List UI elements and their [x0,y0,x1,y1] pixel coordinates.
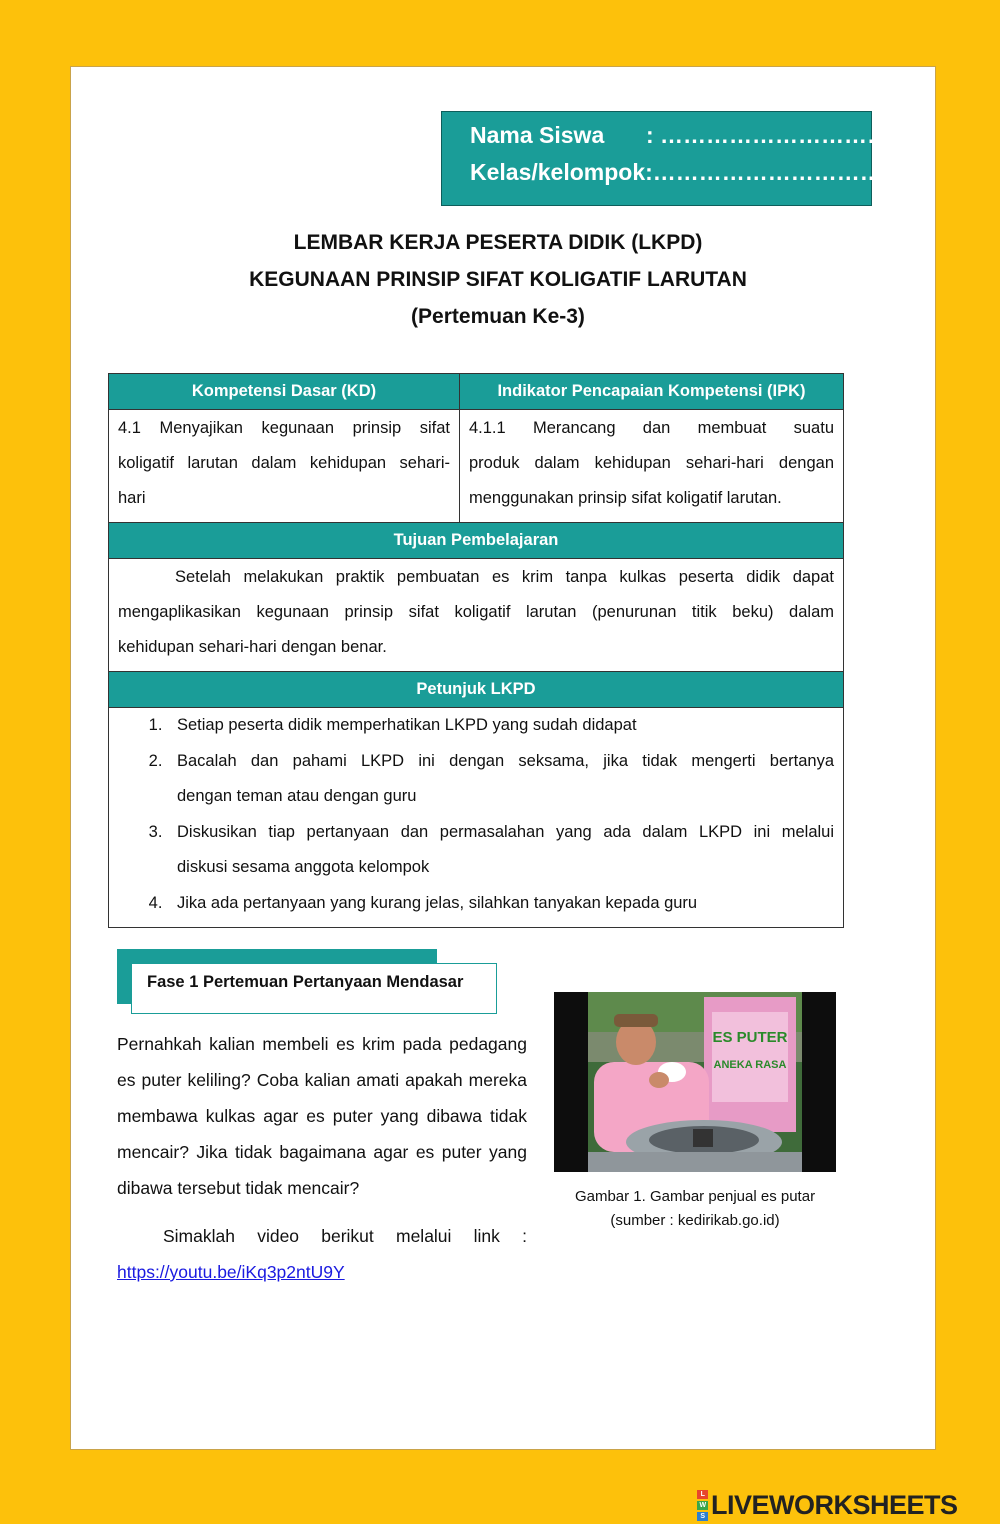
video-instruction: Simaklah video berikut melalui link : [163,1226,527,1246]
tujuan-line: mengaplikasikan kegunaan prinsip sifat koligatif larutan (penurunan titik beku) dalam [118,603,834,621]
petunjuk-cell [109,708,844,928]
petunjuk-line: 1. Setiap peserta didik memperhatikan LKPD yang sudah didapat [177,716,637,734]
class-label: Kelas/kelompok: [470,159,653,185]
brand-name: LIVEWORKSHEETS [711,1489,958,1520]
ipk-line: 4.1.1 Merancang dan membuat suatu [469,419,834,437]
name-field[interactable]: : …………………………. [646,122,897,148]
petunjuk-line: 2. Bacalah dan pahami LKPD ini dengan seksama, jika tidak mengerti bertanya [177,751,834,770]
petunjuk-line: diskusi sesama anggota kelompok [177,858,430,876]
intro-line: es puter keliling? Coba kalian amati apakah mereka [117,1070,527,1090]
title-line-3: (Pertemuan Ke-3) [411,305,585,328]
petunjuk-header: Petunjuk LKPD [109,672,844,708]
kd-line: 4.1 Menyajikan kegunaan prinsip sifat [118,419,450,437]
tujuan-header: Tujuan Pembelajaran [109,523,844,559]
intro-paragraph [117,1026,527,1206]
petunjuk-item [167,815,834,886]
petunjuk-list [109,708,834,927]
petunjuk-item [167,886,834,922]
caption-line: Gambar 1. Gambar penjual es putar [574,1188,816,1205]
class-field[interactable]: …………………………. [652,159,890,185]
fase-label: Fase 1 Pertemuan Pertanyaan Mendasar [131,963,497,1014]
kd-cell [109,410,460,523]
brand-logo-icon: L W S [697,1489,708,1522]
video-paragraph [117,1218,527,1290]
liveworksheets-logo [697,1487,958,1523]
ice-cream-vendor-photo [554,992,836,1172]
kd-line: hari [118,489,146,507]
intro-line: mencair? Jika tidak bagaimana agar es puter yang [117,1142,527,1162]
petunjuk-line: 4. Jika ada pertanyaan yang kurang jelas, silahkan tanyakan kepada guru [177,893,698,912]
competency-table [108,373,844,928]
ipk-line: produk dalam kehidupan sehari-hari dengan [469,454,834,472]
tujuan-line: kehidupan sehari-hari dengan benar. [118,638,387,656]
name-label: Nama Siswa [470,122,605,148]
title-line-2: KEGUNAAN PRINSIP SIFAT KOLIGATIF LARUTAN [249,268,747,291]
intro-line: dibawa tersebut tidak mencair? [117,1178,360,1198]
petunjuk-line: dengan teman atau dengan guru [177,787,417,805]
sign-text: ES PUTER [712,1029,788,1046]
sign-text: ANEKA RASA [713,1059,787,1071]
intro-line: membawa kulkas agar es puter yang dibawa tidak [117,1106,527,1126]
ipk-cell [460,410,844,523]
tujuan-cell [109,559,844,672]
kd-line: koligatif larutan dalam kehidupan sehari- [118,454,450,472]
intro-line: Pernahkah kalian membeli es krim pada pedagang [117,1034,527,1054]
petunjuk-line: 3. Diskusikan tiap pertanyaan dan permasalahan yang ada dalam LKPD ini melalui [177,822,834,841]
petunjuk-item [167,744,834,815]
kd-header: Kompetensi Dasar (KD) [109,374,460,410]
student-info-box [441,111,897,206]
video-link[interactable]: https://youtu.be/iKq3p2ntU9Y [117,1262,345,1282]
photo-caption [548,1185,842,1233]
caption-line: (sumber : kedirikab.go.id) [610,1212,780,1229]
title-line-1: LEMBAR KERJA PESERTA DIDIK (LKPD) [293,231,703,254]
tujuan-line: Setelah melakukan praktik pembuatan es krim tanpa kulkas peserta didik dapat [175,568,834,586]
ipk-header: Indikator Pencapaian Kompetensi (IPK) [460,374,844,410]
ipk-line: menggunakan prinsip sifat koligatif larutan. [469,489,782,507]
petunjuk-item [167,708,834,744]
vendor-photo-illustration [554,992,836,1172]
